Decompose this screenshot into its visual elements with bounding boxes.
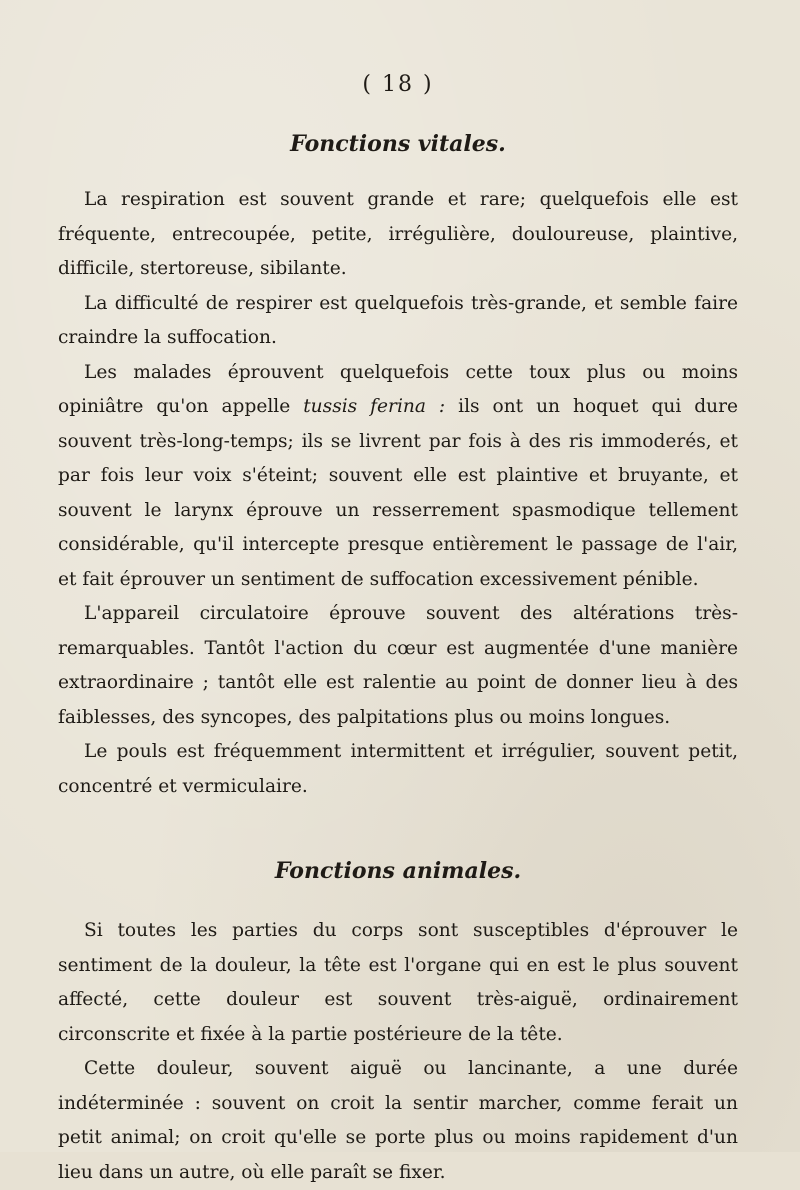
paragraph-respiration: La respiration est souvent grande et rare; quelquefois elle est fréquente, entrecoupée, petite, irrégulière, douloureuse, plaintive, difficile, stertoreuse, sibilante. — [58, 189, 738, 279]
paragraph-toux-part-2: ils ont un hoquet qui dure souvent très-long-temps; ils se livrent par fois à des ris immoderés, et par fois leur voix s'éteint; souvent elle est plaintive et bruyante, et souvent le larynx éprouve un resserrement spasmodique tellement considérable, qu'il intercepte presque entièrement le passage de l'air, et fait éprouver un sentiment de suffocation excessivement pénible. — [58, 396, 738, 590]
paragraph-toux-part-1: Les malades éprouvent quelquefois cette toux plus ou moins opiniâtre qu'on appelle — [58, 361, 738, 417]
section-title-fonctions-vitales: Fonctions vitales. — [290, 131, 506, 157]
paragraph-douleur-duree: Cette douleur, souvent aiguë ou lancinante, a une durée indéterminée : souvent on croit la sentir marcher, comme ferait un petit animal; on croit qu'elle se porte plus ou moins rapidement d'un lieu dans un autre, où elle paraît se fixer. — [58, 1058, 738, 1183]
section-title-fonctions-animales: Fonctions animales. — [274, 858, 522, 884]
paragraph-toux — [58, 356, 738, 598]
tussis-ferina-term: tussis ferina : — [303, 396, 446, 417]
page-number: ( 18 ) — [362, 72, 434, 97]
paragraph-pouls: Le pouls est fréquemment intermittent et irrégulier, souvent petit, concentré et vermiculaire. — [58, 741, 738, 797]
paragraph-appareil-circulatoire: L'appareil circulatoire éprouve souvent des altérations très-remarquables. Tantôt l'action du cœur est augmentée d'une manière extraordinaire ; tantôt elle est ralentie au point de donner lieu à des faiblesses, des syncopes, des palpitations plus ou moins longues. — [58, 603, 738, 728]
paragraph-difficulte-respirer: La difficulté de respirer est quelquefois très-grande, et semble faire craindre la suffocation. — [58, 292, 738, 348]
paragraph-douleur: Si toutes les parties du corps sont susceptibles d'éprouver le sentiment de la douleur, la tête est l'organe qui en est le plus souvent affecté, cette douleur est souvent très-aiguë, ordinairement circonscrite et fixée à la partie postérieure de la tête. — [58, 920, 738, 1045]
